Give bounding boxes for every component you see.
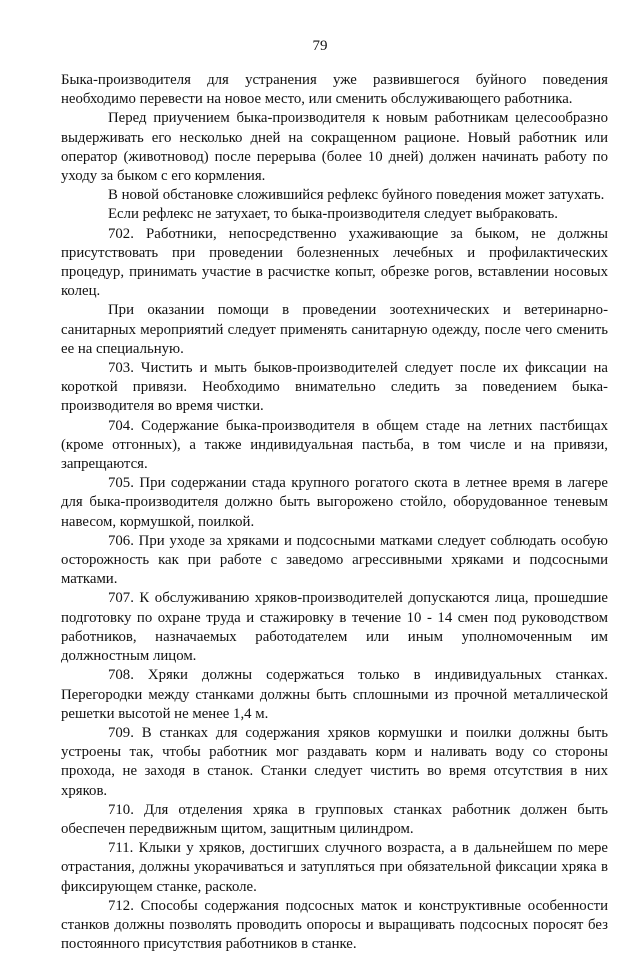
paragraph-706: 706. При уходе за хряками и подсосными матками следует соблюдать особую осторожность как при работе с заведомо агрессивными хряками и подсосными матками. bbox=[61, 532, 608, 588]
paragraph-702: 702. Работники, непосредственно ухаживающие за быком, не должны присутствовать при проведении болезненных лечебных и профилактических процедур, принимать участие в расчистке копыт, обрезке рогов, вставлении носовых колец. bbox=[61, 225, 608, 300]
paragraph-703: 703. Чистить и мыть быков-производителей следует после их фиксации на короткой привязи. Необходимо внимательно следить за поведением быка-производителя во время чистки. bbox=[61, 360, 608, 415]
paragraph-704: 704. Содержание быка-производителя в общем стаде на летних пастбищах (кроме отгонных), а также индивидуальная пастьба, в том числе и на привязи, запрещаются. bbox=[61, 417, 608, 473]
paragraph-709: 709. В станках для содержания хряков кормушки и поилки должны быть устроены так, чтобы работник мог раздавать корм и наливать воду со стороны прохода, не заходя в станок. Станки следует чистить во время отсутствия в них хряков. bbox=[61, 724, 608, 799]
paragraph-continued: Быка-производителя для устранения уже развившегося буйного поведения необходимо перевести на новое место, или сменить обслуживающего работника. bbox=[61, 72, 608, 108]
paragraph-708: 708. Хряки должны содержаться только в индивидуальных станках. Перегородки между станками должны быть сплошными из прочной металлической решетки высотой не менее 1,4 м. bbox=[61, 667, 608, 722]
paragraph: При оказании помощи в проведении зоотехнических и ветеринарно-санитарных мероприятий следует применять санитарную одежду, после чего сменить ее на специальную. bbox=[61, 302, 608, 357]
document-body bbox=[61, 71, 608, 954]
paragraph: Перед приучением быка-производителя к новым работникам целесообразно выдерживать его несколько дней на сокращенном рационе. Новый работник или оператор (животновод) после перерыва (более 10 дней) должен начинать работу по уходу за быком с его кормления. bbox=[61, 110, 608, 185]
paragraph-711: 711. Клыки у хряков, достигших случного возраста, а в дальнейшем по мере отрастания, должны укорачиваться и затупляться при обязательной фиксации хряка в фиксирующем станке, расколе. bbox=[61, 840, 608, 895]
paragraph: Если рефлекс не затухает, то быка-производителя следует выбраковать. bbox=[108, 206, 558, 223]
page-number: 79 bbox=[312, 38, 328, 54]
paragraph-712: 712. Способы содержания подсосных маток и конструктивные особенности станков должны позволять проводить опоросы и выращивать подсосных поросят без постоянного присутствия работников в станке. bbox=[61, 897, 608, 953]
paragraph: В новой обстановке сложившийся рефлекс буйного поведения может затухать. bbox=[108, 187, 605, 204]
paragraph-705: 705. При содержании стада крупного рогатого скота в летнее время в лагере для быка-производителя должно быть выгорожено стойло, оборудованное теневым навесом, кормушкой, поилкой. bbox=[61, 475, 608, 530]
paragraph-707: 707. К обслуживанию хряков-производителей допускаются лица, прошедшие подготовку по охране труда и стажировку в течение 10 - 14 смен под руководством работников, назначаемых работодателем или иным уполномоченным им должностным лицом. bbox=[61, 590, 608, 665]
paragraph-710: 710. Для отделения хряка в групповых станках работник должен быть обеспечен передвижным щитом, защитным цилиндром. bbox=[61, 801, 608, 837]
